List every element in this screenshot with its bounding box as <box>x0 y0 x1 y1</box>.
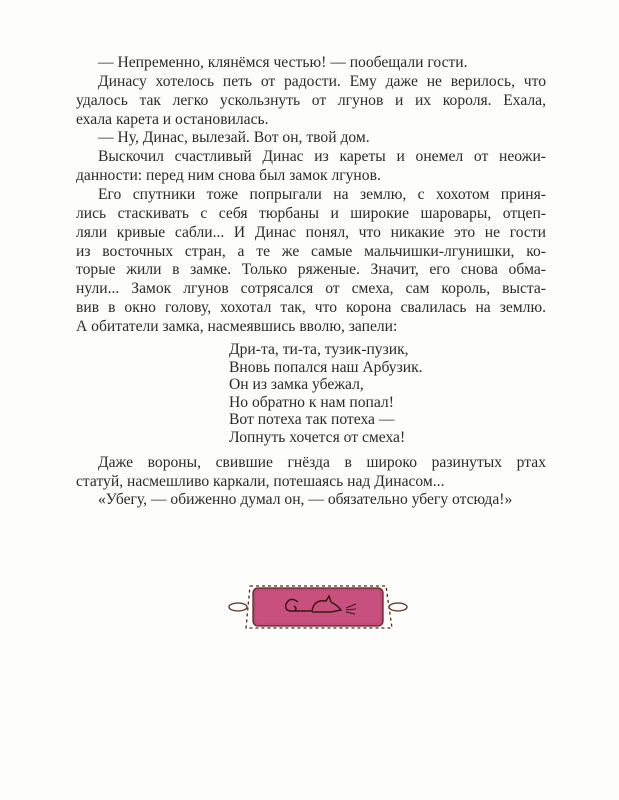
text-line: Его спутники тоже попрыгали на землю, с хохотом приня- <box>98 186 546 204</box>
text-line: данности: перед ним снова был замок лгунов. <box>76 167 381 185</box>
poem-line: Он из замка убежал, <box>229 376 364 394</box>
text-line: вив в окно голову, хохотал так, что корона свалилась на землю. <box>76 299 546 317</box>
text-line: — Непременно, клянёмся честью! — пообещали гости. <box>98 54 468 71</box>
text-line: Даже вороны, свившие гнёзда в широко разинутых ртах <box>98 454 546 471</box>
poem-line: Вот потеха так потеха — <box>229 411 395 429</box>
poem-line: Но обратно к нам попал! <box>229 393 394 411</box>
text-line: Выскочил счастливый Динас из кареты и онемел от неожи- <box>98 148 546 166</box>
poem-line: Вновь попался наш Арбузик. <box>229 358 423 376</box>
text-line: из восточных стран, а те же самые мальчишки-лгунишки, ко- <box>76 242 546 260</box>
text-line: торые жили в замке. Только ряженые. Значит, его снова обма- <box>76 261 546 279</box>
text-line: нули... Замок лгунов сотрясался от смеха, сам король, выста- <box>76 280 546 298</box>
text-line: ляли кривые сабли... И Динас понял, что никакие это не гости <box>76 223 546 241</box>
text-line: удалось так легко ускользнуть от лгунов и их короля. Ехала, <box>76 91 546 109</box>
text-line: ехала карета и остановилась. <box>76 110 269 128</box>
text-line: лись стаскивать с себя тюрбаны и широкие шаровары, отцеп- <box>76 204 546 222</box>
text-line: статуй, насмешливо каркали, потешаясь над Динасом... <box>76 472 445 490</box>
text-line: «Убегу, — обиженно думал он, — обязательно убегу отсюда!» <box>98 491 513 508</box>
text-line: Динасу хотелось петь от радости. Ему даже не верилось, что <box>98 72 546 90</box>
ornament-mouse-icon <box>228 578 408 641</box>
poem-line: Дри-та, ти-та, тузик-пузик, <box>229 341 409 358</box>
poem-line: Лопнуть хочется от смеха! <box>229 428 406 446</box>
text-line: А обитатели замка, насмеявшись вволю, запели: <box>76 318 398 336</box>
text-block-top <box>76 54 546 337</box>
poem <box>229 341 423 447</box>
text-line: — Ну, Динас, вылезай. Вот он, твой дом. <box>98 129 370 147</box>
text-block-bottom <box>76 454 546 510</box>
